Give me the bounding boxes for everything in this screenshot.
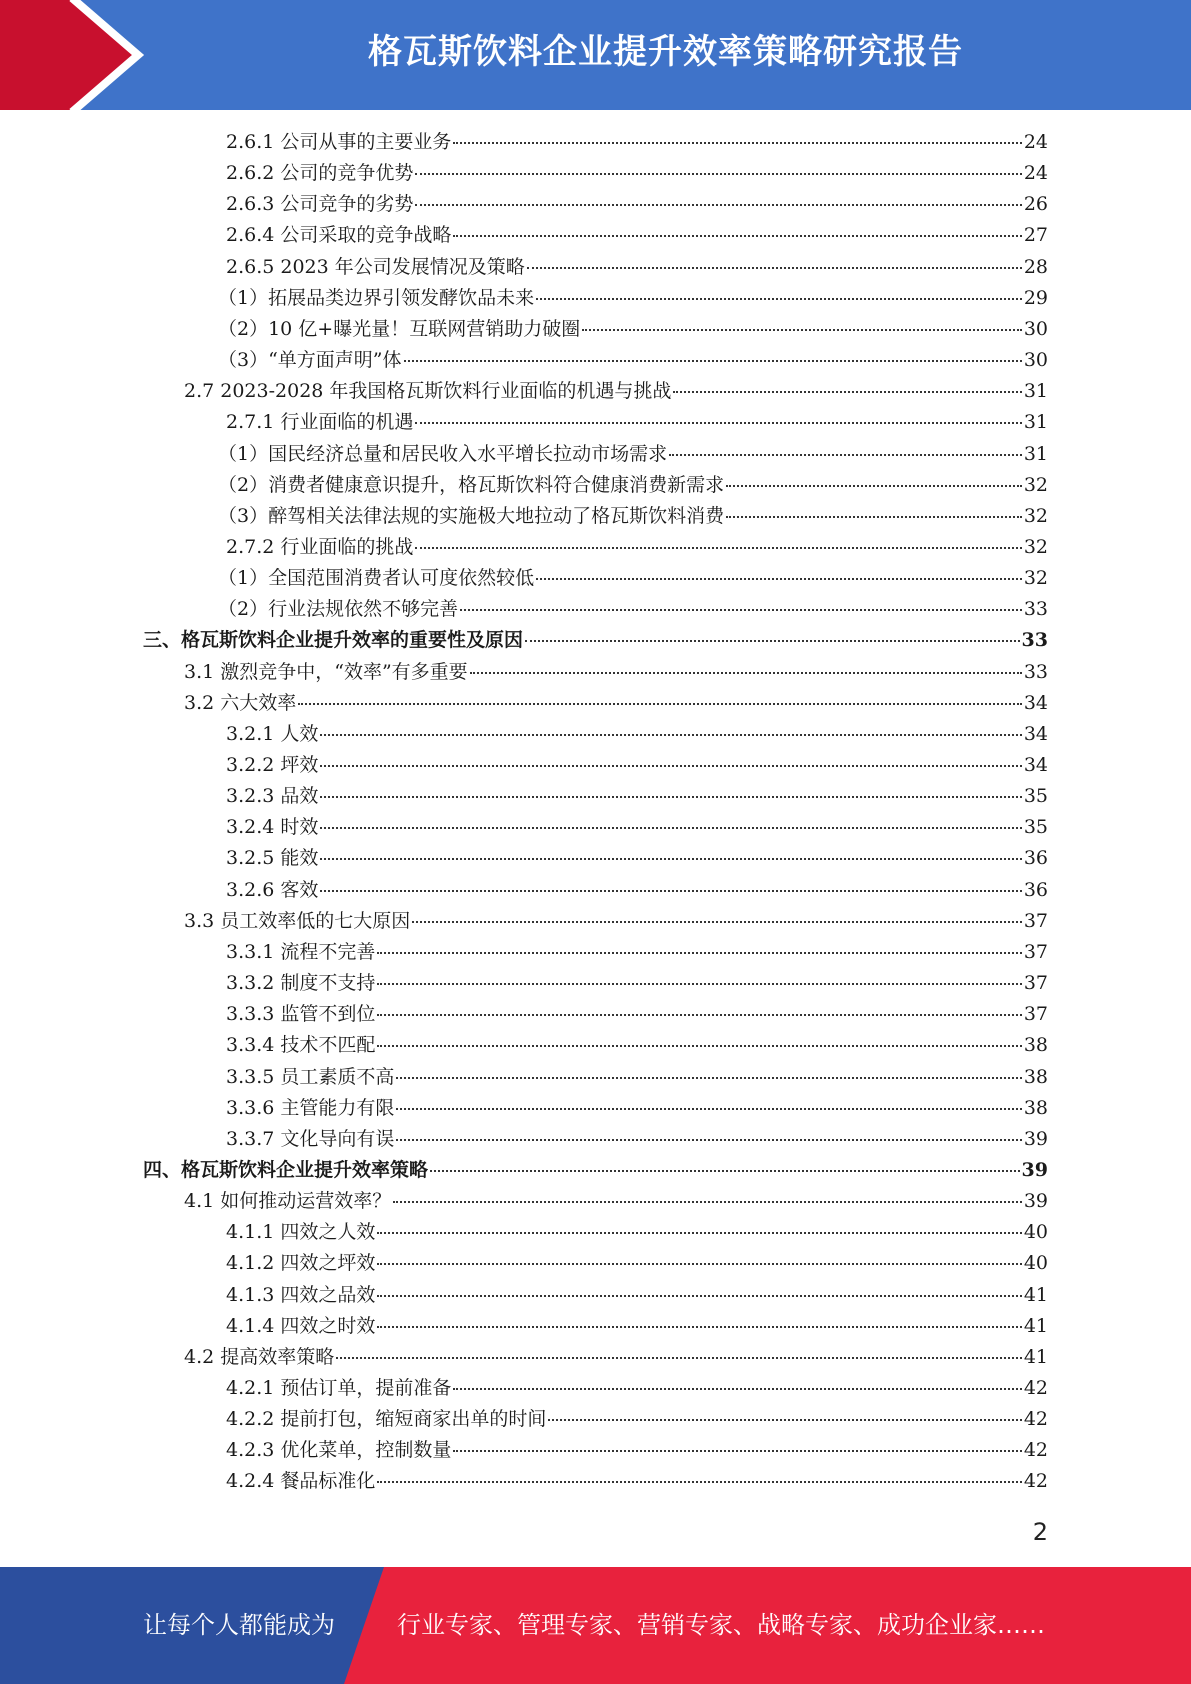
toc-entry-title: 2.6.1 公司从事的主要业务	[226, 131, 452, 153]
toc-entry-title: 2.7.1 行业面临的机遇	[226, 411, 414, 433]
toc-entry-title: 四、格瓦斯饮料企业提升效率策略	[143, 1159, 429, 1181]
toc-entry-title: 3.2.3 品效	[226, 785, 319, 807]
toc-dot-leader	[320, 890, 1021, 892]
toc-entry-page: 31	[1023, 380, 1048, 402]
toc-entry[interactable]	[226, 1404, 1048, 1435]
report-title: 格瓦斯饮料企业提升效率策略研究报告	[368, 32, 963, 72]
toc-entry-page: 39	[1023, 1128, 1048, 1150]
toc-entry-title: 4.1 如何推动运营效率？	[184, 1190, 392, 1212]
toc-dot-leader	[726, 485, 1022, 487]
toc-entry-title: 3.2.1 人效	[226, 723, 319, 745]
toc-entry[interactable]	[226, 1280, 1048, 1311]
toc-entry-title: 3.3.5 员工素质不高	[226, 1066, 395, 1088]
toc-entry-title: 2.6.3 公司竞争的劣势	[226, 193, 414, 215]
toc-entry-page: 31	[1023, 411, 1048, 433]
toc-entry-page: 38	[1023, 1034, 1048, 1056]
toc-entry-title: 2.6.5 2023 年公司发展情况及策略	[226, 256, 525, 278]
toc-entry-page: 37	[1023, 972, 1048, 994]
toc-entry-page: 40	[1023, 1252, 1048, 1274]
toc-entry-title: 3.3 员工效率低的七大原因	[184, 910, 411, 932]
toc-dot-leader	[536, 578, 1022, 580]
toc-entry-title: 3.3.3 监管不到位	[226, 1003, 376, 1025]
toc-entry[interactable]	[226, 937, 1048, 968]
toc-dot-leader	[404, 360, 1022, 362]
toc-entry-page: 42	[1023, 1439, 1048, 1461]
toc-entry[interactable]	[226, 1466, 1048, 1497]
toc-entry-title: （1）国民经济总量和居民收入水平增长拉动市场需求	[218, 443, 668, 465]
toc-dot-leader	[393, 1201, 1022, 1203]
toc-entry-page: 34	[1023, 723, 1048, 745]
toc-entry-title: 三、格瓦斯饮料企业提升效率的重要性及原因	[143, 629, 524, 651]
toc-dot-leader	[415, 204, 1021, 206]
footer-slogan-right: 行业专家、管理专家、营销专家、战略专家、成功企业家……	[397, 1611, 1045, 1639]
toc-entry-page: 29	[1023, 287, 1048, 309]
toc-entry-title: 4.1.4 四效之时效	[226, 1315, 376, 1337]
toc-entry[interactable]	[226, 781, 1048, 812]
toc-dot-leader	[415, 173, 1021, 175]
toc-dot-leader	[320, 827, 1021, 829]
toc-dot-leader	[669, 454, 1022, 456]
toc-entry-title: 2.7.2 行业面临的挑战	[226, 536, 414, 558]
toc-dot-leader	[320, 796, 1021, 798]
toc-entry-page: 32	[1023, 474, 1048, 496]
toc-entry-page: 32	[1023, 505, 1048, 527]
toc-entry-title: （2）消费者健康意识提升，格瓦斯饮料符合健康消费新需求	[218, 474, 725, 496]
toc-dot-leader	[470, 672, 1022, 674]
toc-entry[interactable]	[226, 532, 1048, 563]
toc-entry-page: 41	[1023, 1346, 1048, 1368]
toc-entry-page: 42	[1023, 1470, 1048, 1492]
toc-entry-page: 41	[1023, 1315, 1048, 1337]
toc-entry[interactable]	[184, 688, 1048, 719]
toc-entry[interactable]	[226, 1248, 1048, 1279]
toc-entry[interactable]	[143, 625, 1048, 656]
toc-entry-page: 41	[1023, 1284, 1048, 1306]
toc-entry-page: 42	[1023, 1408, 1048, 1430]
toc-entry[interactable]	[184, 376, 1048, 407]
toc-entry-page: 37	[1023, 941, 1048, 963]
toc-entry-page: 24	[1023, 131, 1048, 153]
toc-entry-title: 3.2.5 能效	[226, 847, 319, 869]
toc-entry[interactable]	[226, 1373, 1048, 1404]
toc-entry-page: 33	[1023, 598, 1048, 620]
toc-dot-leader	[673, 391, 1021, 393]
toc-entry[interactable]	[218, 501, 1048, 532]
toc-dot-leader	[453, 1450, 1021, 1452]
toc-entry-page: 40	[1023, 1221, 1048, 1243]
toc-entry-title: 3.2.6 客效	[226, 879, 319, 901]
toc-entry[interactable]	[218, 314, 1048, 345]
toc-entry-page: 27	[1023, 224, 1048, 246]
toc-entry[interactable]	[226, 812, 1048, 843]
toc-dot-leader	[320, 858, 1021, 860]
toc-dot-leader	[396, 1077, 1021, 1079]
toc-entry-page: 33	[1021, 629, 1048, 651]
toc-entry[interactable]	[218, 563, 1048, 594]
toc-entry[interactable]	[226, 968, 1048, 999]
toc-entry-page: 34	[1023, 754, 1048, 776]
toc-entry-title: （2）行业法规依然不够完善	[218, 598, 459, 620]
toc-entry-title: （1）拓展品类边界引领发酵饮品未来	[218, 287, 535, 309]
toc-entry-title: 3.1 激烈竞争中，“效率”有多重要	[184, 661, 468, 683]
page-header	[0, 0, 1191, 110]
toc-entry-page: 39	[1021, 1159, 1048, 1181]
toc-entry-page: 37	[1023, 1003, 1048, 1025]
toc-dot-leader	[415, 547, 1021, 549]
toc-entry[interactable]	[226, 719, 1048, 750]
toc-entry[interactable]	[226, 750, 1048, 781]
toc-dot-leader	[548, 1419, 1021, 1421]
toc-entry[interactable]	[184, 1186, 1048, 1217]
toc-entry[interactable]	[184, 657, 1048, 688]
toc-entry[interactable]	[226, 1093, 1048, 1124]
toc-dot-leader	[377, 1295, 1021, 1297]
toc-entry-page: 28	[1023, 256, 1048, 278]
toc-dot-leader	[430, 1170, 1020, 1172]
toc-entry-title: 3.3.2 制度不支持	[226, 972, 376, 994]
toc-entry[interactable]	[184, 906, 1048, 937]
header-ribbon-decoration	[0, 0, 160, 110]
toc-entry-title: （1）全国范围消费者认可度依然较低	[218, 567, 535, 589]
page-footer	[0, 1567, 1191, 1684]
toc-entry[interactable]	[226, 1062, 1048, 1093]
toc-entry[interactable]	[226, 843, 1048, 874]
toc-entry[interactable]	[226, 1435, 1048, 1466]
toc-entry-title: 4.2.3 优化菜单，控制数量	[226, 1439, 452, 1461]
toc-dot-leader	[336, 1357, 1022, 1359]
toc-entry-title: 3.2.4 时效	[226, 816, 319, 838]
toc-entry-title: 4.1.3 四效之品效	[226, 1284, 376, 1306]
toc-dot-leader	[525, 640, 1020, 642]
toc-dot-leader	[377, 1326, 1021, 1328]
toc-entry-title: 3.3.4 技术不匹配	[226, 1034, 376, 1056]
toc-entry[interactable]	[218, 439, 1048, 470]
toc-entry[interactable]	[218, 283, 1048, 314]
toc-entry-title: 4.1.2 四效之坪效	[226, 1252, 376, 1274]
toc-entry-page: 42	[1023, 1377, 1048, 1399]
toc-dot-leader	[377, 1232, 1021, 1234]
toc-dot-leader	[377, 952, 1021, 954]
toc-dot-leader	[527, 267, 1022, 269]
toc-entry[interactable]	[226, 1124, 1048, 1155]
toc-entry-title: （3）“单方面声明”体	[218, 349, 402, 371]
toc-entry-title: 4.2.4 餐品标准化	[226, 1470, 376, 1492]
page-number: 2	[1032, 1518, 1048, 1546]
toc-dot-leader	[453, 1388, 1021, 1390]
toc-entry[interactable]	[226, 252, 1048, 283]
toc-entry[interactable]	[184, 1342, 1048, 1373]
toc-entry-page: 31	[1023, 443, 1048, 465]
toc-entry[interactable]	[226, 189, 1048, 220]
toc-entry-page: 35	[1023, 785, 1048, 807]
toc-dot-leader	[377, 1045, 1021, 1047]
toc-entry-title: 3.2 六大效率	[184, 692, 297, 714]
toc-dot-leader	[460, 609, 1022, 611]
toc-dot-leader	[415, 422, 1021, 424]
toc-dot-leader	[320, 765, 1021, 767]
toc-dot-leader	[396, 1139, 1021, 1141]
toc-dot-leader	[453, 235, 1021, 237]
toc-entry-title: 4.2 提高效率策略	[184, 1346, 335, 1368]
toc-dot-leader	[396, 1108, 1021, 1110]
toc-entry-page: 26	[1023, 193, 1048, 215]
toc-entry-page: 30	[1023, 318, 1048, 340]
toc-entry-page: 34	[1023, 692, 1048, 714]
toc-entry-page: 32	[1023, 567, 1048, 589]
toc-entry-title: 2.7 2023-2028 年我国格瓦斯饮料行业面临的机遇与挑战	[184, 380, 672, 402]
toc-dot-leader	[726, 516, 1022, 518]
toc-entry-title: （2）10 亿+曝光量！互联网营销助力破圈	[218, 318, 581, 340]
toc-entry-page: 36	[1023, 879, 1048, 901]
toc-dot-leader	[320, 734, 1021, 736]
toc-entry-title: 4.2.1 预估订单，提前准备	[226, 1377, 452, 1399]
toc-entry[interactable]	[143, 1155, 1048, 1186]
toc-dot-leader	[298, 703, 1022, 705]
toc-dot-leader	[453, 142, 1021, 144]
toc-entry[interactable]	[226, 875, 1048, 906]
toc-entry[interactable]	[218, 345, 1048, 376]
toc-entry[interactable]	[226, 158, 1048, 189]
toc-dot-leader	[377, 983, 1021, 985]
toc-entry-title: 3.2.2 坪效	[226, 754, 319, 776]
toc-entry[interactable]	[226, 407, 1048, 438]
toc-dot-leader	[536, 298, 1022, 300]
toc-entry-page: 38	[1023, 1097, 1048, 1119]
toc-entry[interactable]	[226, 1030, 1048, 1061]
toc-entry-page: 37	[1023, 910, 1048, 932]
toc-dot-leader	[582, 329, 1022, 331]
toc-dot-leader	[377, 1014, 1021, 1016]
toc-entry-title: 3.3.6 主管能力有限	[226, 1097, 395, 1119]
toc-dot-leader	[377, 1263, 1021, 1265]
toc-entry[interactable]	[226, 1311, 1048, 1342]
toc-entry-title: 3.3.7 文化导向有误	[226, 1128, 395, 1150]
toc-entry-page: 30	[1023, 349, 1048, 371]
toc-entry[interactable]	[226, 999, 1048, 1030]
toc-entry-page: 33	[1023, 661, 1048, 683]
footer-slogan-left: 让每个人都能成为	[143, 1611, 335, 1639]
toc-entry[interactable]	[218, 470, 1048, 501]
toc-entry[interactable]	[226, 220, 1048, 251]
toc-entry-page: 39	[1023, 1190, 1048, 1212]
toc-dot-leader	[377, 1481, 1021, 1483]
toc-entry-title: 4.1.1 四效之人效	[226, 1221, 376, 1243]
toc-entry-page: 38	[1023, 1066, 1048, 1088]
toc-entry-title: （3）醉驾相关法律法规的实施极大地拉动了格瓦斯饮料消费	[218, 505, 725, 527]
toc-entry[interactable]	[218, 594, 1048, 625]
toc-entry[interactable]	[226, 127, 1048, 158]
toc-entry-page: 24	[1023, 162, 1048, 184]
toc-entry-title: 4.2.2 提前打包，缩短商家出单的时间	[226, 1408, 547, 1430]
toc-entry-title: 2.6.2 公司的竞争优势	[226, 162, 414, 184]
toc-entry-page: 32	[1023, 536, 1048, 558]
toc-entry-page: 35	[1023, 816, 1048, 838]
toc-entry-title: 2.6.4 公司采取的竞争战略	[226, 224, 452, 246]
toc-entry-title: 3.3.1 流程不完善	[226, 941, 376, 963]
toc-dot-leader	[412, 921, 1022, 923]
toc-entry[interactable]	[226, 1217, 1048, 1248]
toc-entry-page: 36	[1023, 847, 1048, 869]
